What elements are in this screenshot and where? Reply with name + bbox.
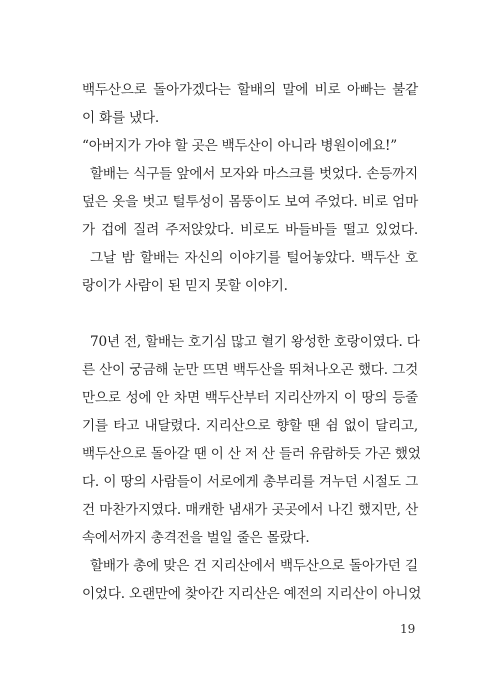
text-line: 이었다. 오랜만에 찾아간 지리산은 예전의 지리산이 아니었 [82, 586, 422, 602]
page-number: 19 [400, 622, 416, 636]
text-line: 른 산이 궁금해 눈만 뜨면 백두산을 뛰쳐나오곤 했다. 그것 [82, 362, 418, 378]
text-line: 70년 전, 할배는 호기심 많고 혈기 왕성한 호랑이였다. 다 [90, 334, 420, 350]
text-line: 만으로 성에 안 차면 백두산부터 지리산까지 이 땅의 등줄 [82, 390, 418, 406]
text-line: 랑이가 사람이 된 믿지 못할 이야기. [82, 278, 288, 294]
text-line: 할배는 식구들 앞에서 모자와 마스크를 벗었다. 손등까지 [90, 166, 418, 182]
text-line: 가 겁에 질려 주저앉았다. 비로도 바들바들 떨고 있었다. [82, 222, 418, 238]
text-line: 속에서까지 총격전을 벌일 줄은 몰랐다. [82, 530, 310, 546]
text-line: 건 마찬가지였다. 매캐한 냄새가 곳곳에서 나긴 했지만, 산 [82, 502, 418, 518]
text-line: 할배가 총에 맞은 건 지리산에서 백두산으로 돌아가던 길 [90, 558, 418, 574]
text-line: 백두산으로 돌아갈 땐 이 산 저 산 들러 유람하듯 가곤 했었 [82, 446, 421, 462]
text-line: 그날 밤 할배는 자신의 이야기를 털어놓았다. 백두산 호 [90, 250, 418, 266]
text-line: 백두산으로 돌아가겠다는 할배의 말에 비로 아빠는 불같 [82, 82, 418, 98]
text-line: 덮은 옷을 벗고 털투성이 몸뚱이도 보여 주었다. 비로 엄마 [82, 194, 418, 210]
text-line: 기를 타고 내달렸다. 지리산으로 향할 땐 쉼 없이 달리고, [82, 418, 418, 434]
text-line: 다. 이 땅의 사람들이 서로에게 총부리를 겨누던 시절도 그 [82, 474, 418, 490]
text-line: 이 화를 냈다. [82, 110, 160, 126]
dialogue-line: “아버지가 가야 할 곳은 백두산이 아니라 병원이에요!” [82, 138, 398, 154]
